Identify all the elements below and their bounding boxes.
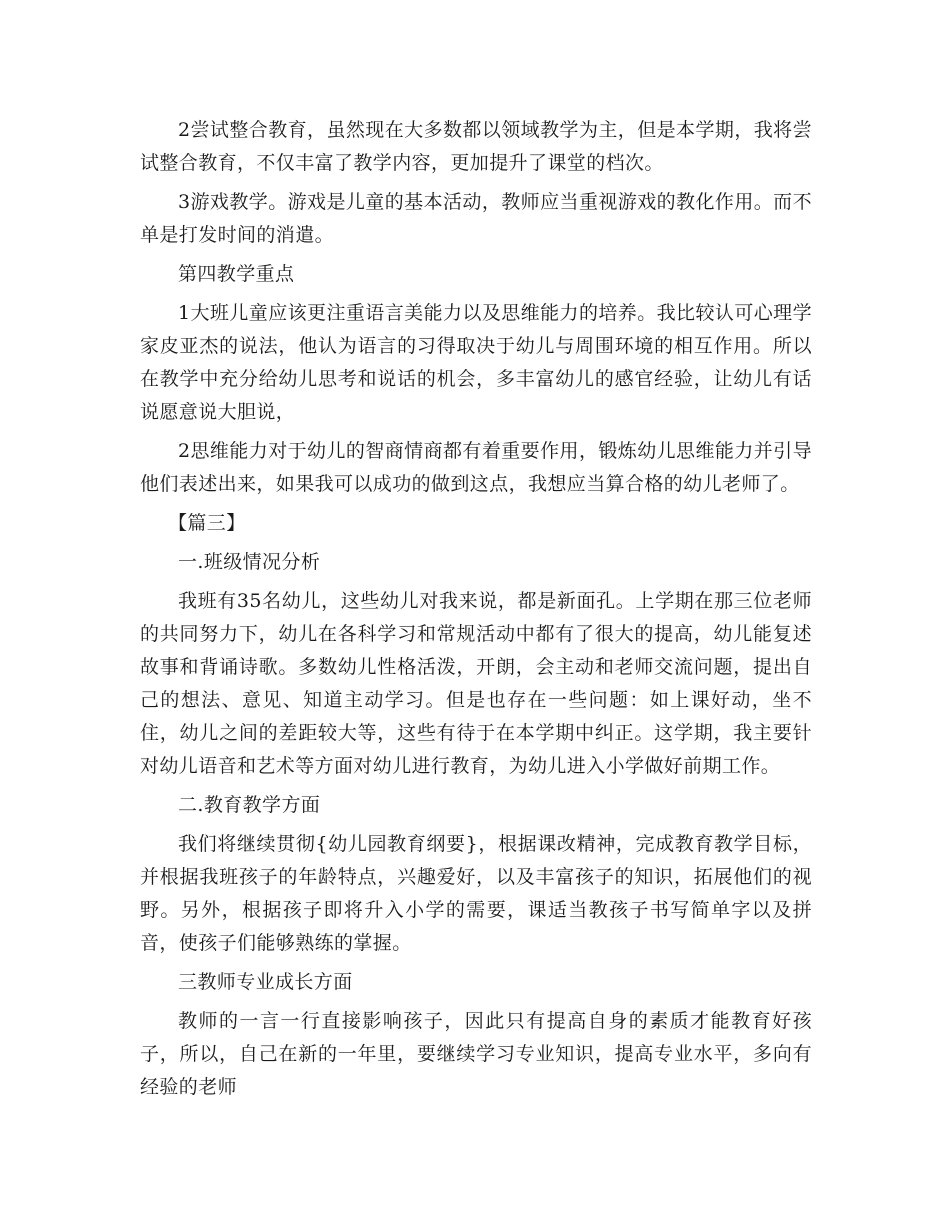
paragraph-thinking-ability: 2思维能力对于幼儿的智商情商都有着重要作用，锻炼幼儿思维能力并引导他们表述出来，如果我可以成功的做到这点，我想应当算合格的幼儿老师了。: [140, 440, 812, 495]
section-heading-class-analysis: 一.班级情况分析: [178, 551, 321, 573]
paragraph-education-teaching: 我们将继续贯彻{幼儿园教育纲要}，根据课改精神，完成教育教学目标，并根据我班孩子的年龄特点，兴趣爱好，以及丰富孩子的知识，拓展他们的视野。另外，根据孩子即将升入小学的需要，课适当教孩子书写简单字以及拼音，使孩子们能够熟练的掌握。: [140, 833, 812, 954]
section-heading-education-teaching: 二.教育教学方面: [178, 794, 321, 816]
section-heading-part-three: 【篇三】: [168, 512, 246, 534]
paragraph-class-analysis: 我班有35名幼儿，这些幼儿对我来说，都是新面孔。上学期在那三位老师的共同努力下，幼儿在各科学习和常规活动中都有了很大的提高，幼儿能复述故事和背诵诗歌。多数幼儿性格活泼，开朗，会主动和老师交流问题，提出自己的想法、意见、知道主动学习。但是也存在一些问题：如上课好动，坐不住，幼儿之间的差距较大等，这些有待于在本学期中纠正。这学期，我主要针对幼儿语音和艺术等方面对幼儿进行教育，为幼儿进入小学做好前期工作。: [140, 590, 812, 777]
section-heading-teaching-focus: 第四教学重点: [178, 263, 295, 285]
paragraph-integrated-education: 2尝试整合教育，虽然现在大多数都以领域教学为主，但是本学期，我将尝试整合教育，不仅丰富了教学内容，更加提升了课堂的档次。: [140, 119, 812, 174]
paragraph-game-teaching: 3游戏教学。游戏是儿童的基本活动，教师应当重视游戏的教化作用。而不单是打发时间的消遣。: [140, 191, 812, 246]
paragraph-teacher-growth: 教师的一言一行直接影响孩子，因此只有提高自身的素质才能教育好孩子，所以，自己在新的一年里，要继续学习专业知识，提高专业水平，多向有经验的老师: [140, 1010, 812, 1098]
section-heading-teacher-growth: 三教师专业成长方面: [178, 971, 353, 993]
document-body: [140, 114, 812, 1110]
paragraph-language-ability: 1大班儿童应该更注重语言美能力以及思维能力的培养。我比较认可心理学家皮亚杰的说法，他认为语言的习得取决于幼儿与周围环境的相互作用。所以在教学中充分给幼儿思考和说话的机会，多丰富幼儿的感官经验，让幼儿有话说愿意说大胆说，: [140, 302, 812, 423]
